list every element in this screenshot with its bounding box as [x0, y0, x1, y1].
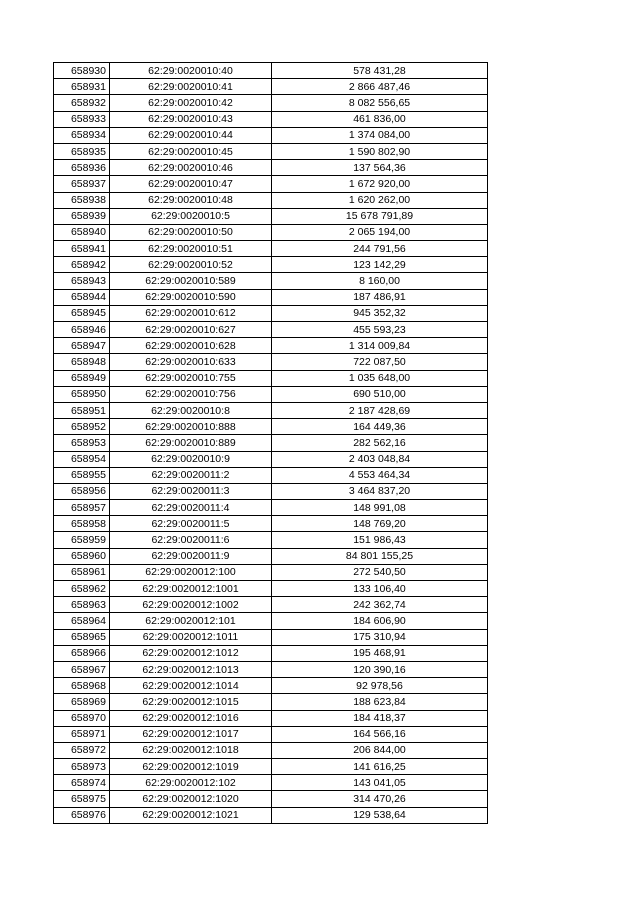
- row-number-cell: 658965: [54, 629, 110, 645]
- cadastral-value-cell: 195 468,91: [272, 645, 488, 661]
- table-row: [54, 241, 488, 257]
- row-number-cell: 658970: [54, 710, 110, 726]
- table-row: [54, 402, 488, 418]
- cadastral-number-cell: 62:29:0020012:1002: [110, 597, 272, 613]
- cadastral-number-cell: 62:29:0020010:755: [110, 370, 272, 386]
- cadastral-value-cell: 120 390,16: [272, 661, 488, 677]
- table-row: [54, 386, 488, 402]
- cadastral-number-cell: 62:29:0020012:1001: [110, 581, 272, 597]
- table-row: [54, 95, 488, 111]
- row-number-cell: 658943: [54, 273, 110, 289]
- table-row: [54, 305, 488, 321]
- cadastral-number-cell: 62:29:0020010:45: [110, 143, 272, 159]
- cadastral-number-cell: 62:29:0020010:628: [110, 338, 272, 354]
- table-row: [54, 742, 488, 758]
- table-row: [54, 257, 488, 273]
- cadastral-number-cell: 62:29:0020012:1016: [110, 710, 272, 726]
- cadastral-value-cell: 137 564,36: [272, 160, 488, 176]
- table-row: [54, 645, 488, 661]
- cadastral-number-cell: 62:29:0020012:100: [110, 564, 272, 580]
- cadastral-number-cell: 62:29:0020010:5: [110, 208, 272, 224]
- cadastral-number-cell: 62:29:0020010:43: [110, 111, 272, 127]
- table-row: [54, 710, 488, 726]
- row-number-cell: 658930: [54, 63, 110, 79]
- table-row: [54, 516, 488, 532]
- row-number-cell: 658949: [54, 370, 110, 386]
- cadastral-number-cell: 62:29:0020012:1014: [110, 678, 272, 694]
- table-row: [54, 548, 488, 564]
- table-row: [54, 273, 488, 289]
- row-number-cell: 658955: [54, 467, 110, 483]
- table-body: [54, 63, 488, 824]
- row-number-cell: 658938: [54, 192, 110, 208]
- table-row: [54, 451, 488, 467]
- row-number-cell: 658931: [54, 79, 110, 95]
- cadastral-value-cell: 206 844,00: [272, 742, 488, 758]
- cadastral-value-cell: 143 041,05: [272, 775, 488, 791]
- cadastral-value-cell: 148 769,20: [272, 516, 488, 532]
- cadastral-value-cell: 244 791,56: [272, 241, 488, 257]
- row-number-cell: 658963: [54, 597, 110, 613]
- row-number-cell: 658976: [54, 807, 110, 823]
- cadastral-value-cell: 272 540,50: [272, 564, 488, 580]
- cadastral-value-cell: 1 620 262,00: [272, 192, 488, 208]
- cadastral-value-cell: 1 590 802,90: [272, 143, 488, 159]
- row-number-cell: 658945: [54, 305, 110, 321]
- cadastral-number-cell: 62:29:0020010:589: [110, 273, 272, 289]
- row-number-cell: 658971: [54, 726, 110, 742]
- cadastral-value-cell: 314 470,26: [272, 791, 488, 807]
- row-number-cell: 658953: [54, 435, 110, 451]
- cadastral-value-cell: 690 510,00: [272, 386, 488, 402]
- cadastral-value-cell: 4 553 464,34: [272, 467, 488, 483]
- cadastral-value-cell: 1 672 920,00: [272, 176, 488, 192]
- table-row: [54, 176, 488, 192]
- table-row: [54, 208, 488, 224]
- cadastral-number-cell: 62:29:0020012:1011: [110, 629, 272, 645]
- cadastral-number-cell: 62:29:0020012:1012: [110, 645, 272, 661]
- row-number-cell: 658932: [54, 95, 110, 111]
- cadastral-value-cell: 1 314 009,84: [272, 338, 488, 354]
- cadastral-value-cell: 148 991,08: [272, 500, 488, 516]
- cadastral-number-cell: 62:29:0020012:1018: [110, 742, 272, 758]
- table-row: [54, 483, 488, 499]
- cadastral-number-cell: 62:29:0020012:1013: [110, 661, 272, 677]
- cadastral-number-cell: 62:29:0020010:44: [110, 127, 272, 143]
- cadastral-number-cell: 62:29:0020010:46: [110, 160, 272, 176]
- table-row: [54, 192, 488, 208]
- cadastral-number-cell: 62:29:0020011:6: [110, 532, 272, 548]
- table-row: [54, 435, 488, 451]
- table-row: [54, 224, 488, 240]
- cadastral-number-cell: 62:29:0020011:5: [110, 516, 272, 532]
- cadastral-number-cell: 62:29:0020011:2: [110, 467, 272, 483]
- row-number-cell: 658954: [54, 451, 110, 467]
- row-number-cell: 658940: [54, 224, 110, 240]
- table-row: [54, 564, 488, 580]
- row-number-cell: 658966: [54, 645, 110, 661]
- row-number-cell: 658939: [54, 208, 110, 224]
- cadastral-number-cell: 62:29:0020012:102: [110, 775, 272, 791]
- row-number-cell: 658956: [54, 483, 110, 499]
- table-row: [54, 160, 488, 176]
- row-number-cell: 658961: [54, 564, 110, 580]
- cadastral-number-cell: 62:29:0020010:888: [110, 419, 272, 435]
- cadastral-number-cell: 62:29:0020012:1021: [110, 807, 272, 823]
- row-number-cell: 658973: [54, 759, 110, 775]
- cadastral-value-cell: 8 160,00: [272, 273, 488, 289]
- table-row: [54, 370, 488, 386]
- cadastral-value-cell: 175 310,94: [272, 629, 488, 645]
- table-row: [54, 63, 488, 79]
- row-number-cell: 658964: [54, 613, 110, 629]
- cadastral-value-cell: 164 566,16: [272, 726, 488, 742]
- cadastral-value-cell: 92 978,56: [272, 678, 488, 694]
- row-number-cell: 658950: [54, 386, 110, 402]
- cadastral-number-cell: 62:29:0020010:41: [110, 79, 272, 95]
- cadastral-value-cell: 282 562,16: [272, 435, 488, 451]
- row-number-cell: 658934: [54, 127, 110, 143]
- table-row: [54, 289, 488, 305]
- row-number-cell: 658948: [54, 354, 110, 370]
- cadastral-number-cell: 62:29:0020010:52: [110, 257, 272, 273]
- row-number-cell: 658974: [54, 775, 110, 791]
- row-number-cell: 658960: [54, 548, 110, 564]
- cadastral-number-cell: 62:29:0020010:47: [110, 176, 272, 192]
- table-row: [54, 79, 488, 95]
- cadastral-number-cell: 62:29:0020010:9: [110, 451, 272, 467]
- cadastral-number-cell: 62:29:0020010:889: [110, 435, 272, 451]
- row-number-cell: 658935: [54, 143, 110, 159]
- row-number-cell: 658941: [54, 241, 110, 257]
- cadastral-number-cell: 62:29:0020012:1017: [110, 726, 272, 742]
- cadastral-number-cell: 62:29:0020010:48: [110, 192, 272, 208]
- row-number-cell: 658944: [54, 289, 110, 305]
- cadastral-value-cell: 461 836,00: [272, 111, 488, 127]
- cadastral-number-cell: 62:29:0020010:42: [110, 95, 272, 111]
- cadastral-number-cell: 62:29:0020010:612: [110, 305, 272, 321]
- cadastral-value-cell: 2 866 487,46: [272, 79, 488, 95]
- table-row: [54, 532, 488, 548]
- table-row: [54, 807, 488, 823]
- row-number-cell: 658947: [54, 338, 110, 354]
- row-number-cell: 658958: [54, 516, 110, 532]
- cadastral-value-cell: 3 464 837,20: [272, 483, 488, 499]
- row-number-cell: 658946: [54, 322, 110, 338]
- cadastral-value-cell: 188 623,84: [272, 694, 488, 710]
- cadastral-number-cell: 62:29:0020010:40: [110, 63, 272, 79]
- row-number-cell: 658937: [54, 176, 110, 192]
- table-row: [54, 467, 488, 483]
- table-row: [54, 791, 488, 807]
- table-row: [54, 694, 488, 710]
- row-number-cell: 658968: [54, 678, 110, 694]
- cadastral-value-cell: 141 616,25: [272, 759, 488, 775]
- table-row: [54, 597, 488, 613]
- cadastral-value-cell: 15 678 791,89: [272, 208, 488, 224]
- table-row: [54, 726, 488, 742]
- table-row: [54, 678, 488, 694]
- table-row: [54, 322, 488, 338]
- cadastral-value-cell: 187 486,91: [272, 289, 488, 305]
- table-row: [54, 581, 488, 597]
- cadastral-number-cell: 62:29:0020010:51: [110, 241, 272, 257]
- cadastral-value-cell: 184 606,90: [272, 613, 488, 629]
- table-row: [54, 775, 488, 791]
- table-row: [54, 354, 488, 370]
- row-number-cell: 658967: [54, 661, 110, 677]
- cadastral-value-cell: 1 374 084,00: [272, 127, 488, 143]
- table-row: [54, 613, 488, 629]
- cadastral-value-cell: 2 187 428,69: [272, 402, 488, 418]
- row-number-cell: 658959: [54, 532, 110, 548]
- table-row: [54, 419, 488, 435]
- cadastral-value-cell: 133 106,40: [272, 581, 488, 597]
- cadastral-number-cell: 62:29:0020010:8: [110, 402, 272, 418]
- cadastral-number-cell: 62:29:0020010:627: [110, 322, 272, 338]
- table-row: [54, 661, 488, 677]
- cadastral-value-cell: 2 403 048,84: [272, 451, 488, 467]
- cadastral-number-cell: 62:29:0020011:3: [110, 483, 272, 499]
- table-row: [54, 143, 488, 159]
- cadastral-value-cell: 123 142,29: [272, 257, 488, 273]
- cadastral-value-table: [53, 62, 488, 824]
- cadastral-value-cell: 242 362,74: [272, 597, 488, 613]
- cadastral-number-cell: 62:29:0020012:101: [110, 613, 272, 629]
- table-row: [54, 629, 488, 645]
- table-row: [54, 127, 488, 143]
- cadastral-number-cell: 62:29:0020012:1019: [110, 759, 272, 775]
- table-row: [54, 338, 488, 354]
- cadastral-value-cell: 184 418,37: [272, 710, 488, 726]
- cadastral-value-cell: 722 087,50: [272, 354, 488, 370]
- cadastral-value-cell: 578 431,28: [272, 63, 488, 79]
- table-row: [54, 111, 488, 127]
- row-number-cell: 658969: [54, 694, 110, 710]
- row-number-cell: 658951: [54, 402, 110, 418]
- cadastral-number-cell: 62:29:0020012:1015: [110, 694, 272, 710]
- cadastral-value-cell: 455 593,23: [272, 322, 488, 338]
- cadastral-value-cell: 2 065 194,00: [272, 224, 488, 240]
- row-number-cell: 658952: [54, 419, 110, 435]
- cadastral-value-cell: 164 449,36: [272, 419, 488, 435]
- cadastral-number-cell: 62:29:0020011:4: [110, 500, 272, 516]
- cadastral-number-cell: 62:29:0020012:1020: [110, 791, 272, 807]
- cadastral-number-cell: 62:29:0020010:50: [110, 224, 272, 240]
- cadastral-value-cell: 84 801 155,25: [272, 548, 488, 564]
- row-number-cell: 658933: [54, 111, 110, 127]
- cadastral-number-cell: 62:29:0020010:756: [110, 386, 272, 402]
- row-number-cell: 658942: [54, 257, 110, 273]
- row-number-cell: 658975: [54, 791, 110, 807]
- table-row: [54, 500, 488, 516]
- row-number-cell: 658936: [54, 160, 110, 176]
- cadastral-value-cell: 945 352,32: [272, 305, 488, 321]
- cadastral-number-cell: 62:29:0020010:633: [110, 354, 272, 370]
- cadastral-number-cell: 62:29:0020010:590: [110, 289, 272, 305]
- row-number-cell: 658972: [54, 742, 110, 758]
- row-number-cell: 658962: [54, 581, 110, 597]
- cadastral-value-cell: 8 082 556,65: [272, 95, 488, 111]
- table-row: [54, 759, 488, 775]
- cadastral-value-cell: 151 986,43: [272, 532, 488, 548]
- row-number-cell: 658957: [54, 500, 110, 516]
- cadastral-value-cell: 1 035 648,00: [272, 370, 488, 386]
- cadastral-number-cell: 62:29:0020011:9: [110, 548, 272, 564]
- cadastral-value-cell: 129 538,64: [272, 807, 488, 823]
